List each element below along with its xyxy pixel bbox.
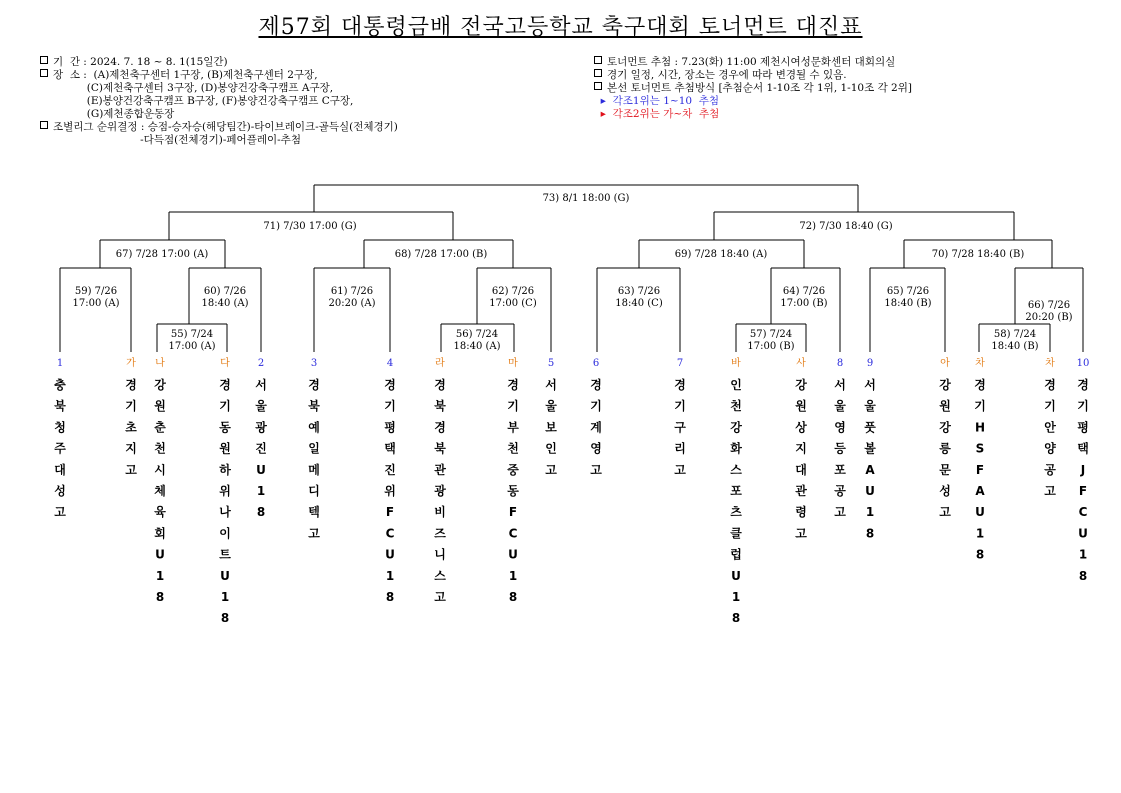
match-63-label: 63) 7/26	[617, 286, 661, 297]
slot-label: 6	[592, 358, 600, 369]
info-left-text: 기 간 : 2024. 7. 18 ~ 8. 1(15일간)	[53, 56, 228, 68]
slot-label: 사	[796, 358, 806, 369]
match-73-label: 73) 8/1 18:00 (G)	[542, 193, 630, 204]
info-left-text: (E)봉양건강축구캠프 B구장, (F)봉양건강축구캠프 C구장,	[40, 95, 354, 107]
slot-label: 나	[155, 358, 165, 369]
match-60-label: 60) 7/26	[203, 286, 247, 297]
match-66-label: 66) 7/26	[1027, 300, 1071, 311]
slot-label: 4	[386, 358, 394, 369]
info-left-text: (G)제천종합운동장	[40, 108, 175, 120]
slot-label: 8	[836, 358, 844, 369]
match-72-label: 72) 7/30 18:40 (G)	[799, 221, 893, 232]
match-58-label: 58) 7/24	[993, 329, 1037, 340]
match-63-label: 18:40 (C)	[615, 298, 663, 309]
team-name: 충 북 청 주 대 성 고	[54, 378, 66, 520]
slot-label: 5	[547, 358, 555, 369]
info-left-text: 장 소 : (A)제천축구센터 1구장, (B)제천축구센터 2구장,	[53, 69, 318, 81]
match-61-label: 61) 7/26	[330, 286, 374, 297]
team-name: 서 울 광 진 U 1 8	[255, 378, 267, 520]
team-name: 경 기 평 택 진 위 F C U 1 8	[384, 378, 396, 604]
match-61-label: 20:20 (A)	[328, 298, 376, 309]
team-name: 강 원 상 지 대 관 령 고	[795, 378, 807, 541]
slot-label: 마	[508, 358, 518, 369]
slot-label: 10	[1076, 358, 1090, 369]
match-60-label: 18:40 (A)	[201, 298, 249, 309]
slot-label: 바	[731, 358, 741, 369]
slot-label: 3	[310, 358, 318, 369]
team-name: 서 울 보 인 고	[545, 378, 557, 477]
slot-label: 1	[56, 358, 64, 369]
slot-label: 가	[126, 358, 136, 369]
slot-label: 차	[975, 358, 985, 369]
info-left-text: (C)제천축구센터 3구장, (D)봉양건강축구캠프 A구장,	[40, 82, 334, 94]
team-name: 경 북 경 북 관 광 비 즈 니 스 고	[434, 378, 446, 604]
draw-note-text: ▸ 각조1위는 1~10 추첨	[594, 95, 720, 107]
match-55-label: 55) 7/24	[170, 329, 214, 340]
match-66-label: 20:20 (B)	[1025, 312, 1073, 323]
slot-label: 9	[866, 358, 874, 369]
draw-note-text: ▸ 각조2위는 가~차 추첨	[594, 108, 720, 120]
team-name: 경 기 계 영 고	[590, 378, 602, 477]
team-name: 서 울 풋 볼 A U 1 8	[864, 378, 876, 541]
team-name: 경 기 구 리 고	[674, 378, 686, 477]
info-left-text: 조별리그 순위결정 : 승점-승자승(해당팀간)-타이브레이크-골득실(전체경기)	[53, 121, 398, 133]
info-right-text: 본선 토너먼트 추첨방식 [추첨순서 1-10조 각 1위, 1-10조 각 2위]	[607, 82, 912, 94]
info-right-text: 경기 일정, 시간, 장소는 경우에 따라 변경될 수 있음.	[607, 69, 847, 81]
match-57-label: 57) 7/24	[749, 329, 793, 340]
match-56-label: 18:40 (A)	[453, 341, 501, 352]
match-59-label: 59) 7/26	[74, 286, 118, 297]
match-62-label: 17:00 (C)	[489, 298, 537, 309]
slot-label: 7	[676, 358, 684, 369]
team-name: 경 북 예 일 메 디 텍 고	[308, 378, 320, 541]
slot-label: 차	[1045, 358, 1055, 369]
info-right-text: 토너먼트 추첨 : 7.23(화) 11:00 제천시여성문화센터 대회의실	[607, 56, 896, 68]
match-65-label: 18:40 (B)	[884, 298, 932, 309]
slot-label: 라	[435, 358, 445, 369]
team-name: 경 기 부 천 중 동 F C U 1 8	[507, 378, 519, 604]
team-name: 경 기 동 원 하 위 나 이 트 U 1 8	[219, 378, 231, 626]
match-65-label: 65) 7/26	[886, 286, 930, 297]
team-name: 서 울 영 등 포 공 고	[834, 378, 846, 520]
match-58-label: 18:40 (B)	[991, 341, 1039, 352]
match-67-label: 67) 7/28 17:00 (A)	[115, 249, 209, 260]
match-68-label: 68) 7/28 17:00 (B)	[394, 249, 488, 260]
match-70-label: 70) 7/28 18:40 (B)	[931, 249, 1025, 260]
team-name: 인 천 강 화 스 포 츠 클 럽 U 1 8	[730, 378, 742, 626]
match-62-label: 62) 7/26	[491, 286, 535, 297]
team-name: 강 원 강 릉 문 성 고	[939, 378, 951, 520]
match-71-label: 71) 7/30 17:00 (G)	[263, 221, 357, 232]
match-64-label: 17:00 (B)	[780, 298, 828, 309]
slot-label: 2	[257, 358, 265, 369]
team-name: 경 기 안 양 공 고	[1044, 378, 1056, 498]
team-name: 강 원 춘 천 시 체 육 회 U 1 8	[154, 378, 166, 604]
team-name: 경 기 H S F A U 1 8	[974, 378, 986, 562]
match-69-label: 69) 7/28 18:40 (A)	[674, 249, 768, 260]
info-left-text: -다득점(전체경기)-페어플레이-추첨	[40, 134, 301, 146]
match-59-label: 17:00 (A)	[72, 298, 120, 309]
match-56-label: 56) 7/24	[455, 329, 499, 340]
page-title: 제57회 대통령금배 전국고등학교 축구대회 토너먼트 대진표	[258, 15, 863, 40]
team-name: 경 기 초 지 고	[125, 378, 137, 477]
match-57-label: 17:00 (B)	[747, 341, 795, 352]
slot-label: 다	[220, 358, 230, 369]
match-64-label: 64) 7/26	[782, 286, 826, 297]
match-55-label: 17:00 (A)	[168, 341, 216, 352]
slot-label: 아	[940, 358, 950, 369]
team-name: 경 기 평 택 J F C U 1 8	[1077, 378, 1089, 583]
